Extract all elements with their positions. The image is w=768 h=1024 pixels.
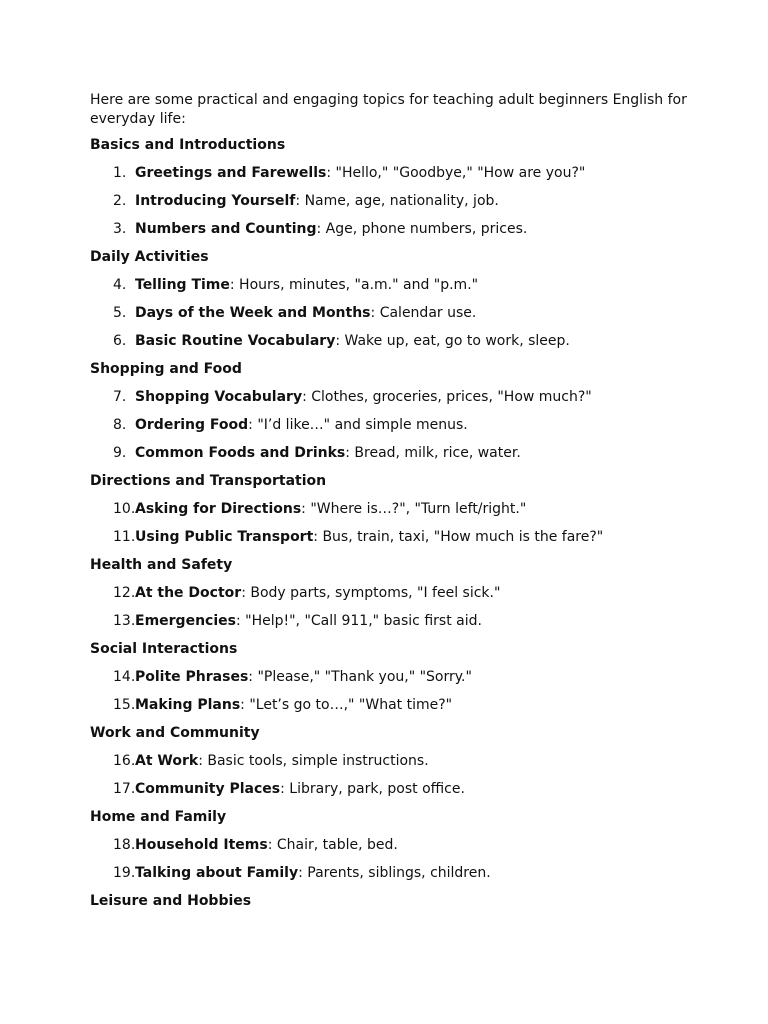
list-item — [90, 864, 690, 883]
section-heading: Work and Community — [90, 725, 260, 741]
list-item — [90, 696, 690, 715]
section-heading: Home and Family — [90, 809, 227, 825]
list-item-description: : Chair, table, bed. — [267, 837, 398, 853]
list-item-number: 8. — [113, 417, 127, 433]
section-heading: Shopping and Food — [90, 361, 242, 377]
list-item-term: Days of the Week and Months — [135, 305, 371, 321]
list-item-number: 12. — [113, 585, 136, 601]
list-item-term: Making Plans — [135, 697, 241, 713]
list-item-number: 17. — [113, 781, 136, 797]
list-item-number: 7. — [113, 389, 127, 405]
list-item-number: 2. — [113, 193, 127, 209]
list-item-description: : "Hello," "Goodbye," "How are you?" — [326, 165, 586, 181]
list-item — [90, 220, 690, 239]
list-item-description: : Bus, train, taxi, "How much is the fare?" — [313, 529, 604, 545]
list-item — [90, 276, 690, 295]
list-item-term: Numbers and Counting — [135, 221, 317, 237]
list-item-description: : "Please," "Thank you," "Sorry." — [248, 669, 472, 685]
list-item-description: : Bread, milk, rice, water. — [345, 445, 521, 461]
list-item-term: Emergencies — [135, 613, 236, 629]
list-item-term: Ordering Food — [135, 417, 249, 433]
list-item — [90, 836, 690, 855]
list-item-number: 16. — [113, 753, 136, 769]
list-item-term: Community Places — [135, 781, 281, 797]
list-item-term: Household Items — [135, 837, 268, 853]
list-item — [90, 388, 690, 407]
list-item — [90, 668, 690, 687]
list-item-term: Introducing Yourself — [135, 193, 296, 209]
list-item — [90, 416, 690, 435]
list-item-number: 5. — [113, 305, 127, 321]
section-heading: Health and Safety — [90, 557, 233, 573]
list-item-number: 4. — [113, 277, 127, 293]
list-item-term: Using Public Transport — [135, 529, 314, 545]
list-item-number: 6. — [113, 333, 127, 349]
list-item — [90, 752, 690, 771]
list-item-term: Common Foods and Drinks — [135, 445, 346, 461]
list-item-term: Shopping Vocabulary — [135, 389, 303, 405]
list-item-term: Basic Routine Vocabulary — [135, 333, 336, 349]
list-item-number: 14. — [113, 669, 136, 685]
list-item-number: 15. — [113, 697, 136, 713]
list-item — [90, 780, 690, 799]
list-item-term: Talking about Family — [135, 865, 299, 881]
list-item-description: : Parents, siblings, children. — [298, 865, 491, 881]
list-item — [90, 192, 690, 211]
list-item — [90, 444, 690, 463]
document-page — [90, 91, 690, 920]
list-item-number: 18. — [113, 837, 136, 853]
list-item-description: : "Help!", "Call 911," basic first aid. — [235, 613, 482, 629]
list-item-number: 19. — [113, 865, 136, 881]
list-item-description: : Wake up, eat, go to work, sleep. — [335, 333, 570, 349]
list-item-description: : Age, phone numbers, prices. — [316, 221, 528, 237]
list-item-description: : Body parts, symptoms, "I feel sick." — [241, 585, 501, 601]
topic-sections — [90, 136, 690, 911]
list-item-description: : Clothes, groceries, prices, "How much?" — [302, 389, 592, 405]
list-item — [90, 500, 690, 519]
section-heading: Daily Activities — [90, 249, 209, 265]
list-item-number: 3. — [113, 221, 127, 237]
list-item — [90, 584, 690, 603]
intro-paragraph: Here are some practical and engaging topics for teaching adult beginners English for everyday life: — [90, 92, 687, 127]
list-item-number: 10. — [113, 501, 136, 517]
list-item — [90, 304, 690, 323]
section-heading: Leisure and Hobbies — [90, 893, 252, 909]
list-item — [90, 612, 690, 631]
list-item-description: : Basic tools, simple instructions. — [198, 753, 429, 769]
list-item-description: : Name, age, nationality, job. — [295, 193, 499, 209]
list-item-term: At the Doctor — [135, 585, 242, 601]
list-item-term: Telling Time — [135, 277, 230, 293]
list-item-description: : Calendar use. — [370, 305, 477, 321]
list-item — [90, 164, 690, 183]
list-item-term: Asking for Directions — [135, 501, 302, 517]
list-item-number: 11. — [113, 529, 136, 545]
list-item-number: 13. — [113, 613, 136, 629]
list-item-description: : "Where is…?", "Turn left/right." — [301, 501, 527, 517]
list-item — [90, 528, 690, 547]
list-item-number: 1. — [113, 165, 127, 181]
list-item-description: : Hours, minutes, "a.m." and "p.m." — [229, 277, 479, 293]
section-heading: Social Interactions — [90, 641, 238, 657]
section-heading: Directions and Transportation — [90, 473, 327, 489]
list-item-description: : "Let’s go to…," "What time?" — [240, 697, 453, 713]
list-item — [90, 332, 690, 351]
list-item-term: At Work — [135, 753, 199, 769]
list-item-number: 9. — [113, 445, 127, 461]
list-item-description: : Library, park, post office. — [280, 781, 465, 797]
section-heading: Basics and Introductions — [90, 137, 286, 153]
list-item-term: Greetings and Farewells — [135, 165, 327, 181]
list-item-description: : "I’d like…" and simple menus. — [248, 417, 468, 433]
list-item-term: Polite Phrases — [135, 669, 249, 685]
